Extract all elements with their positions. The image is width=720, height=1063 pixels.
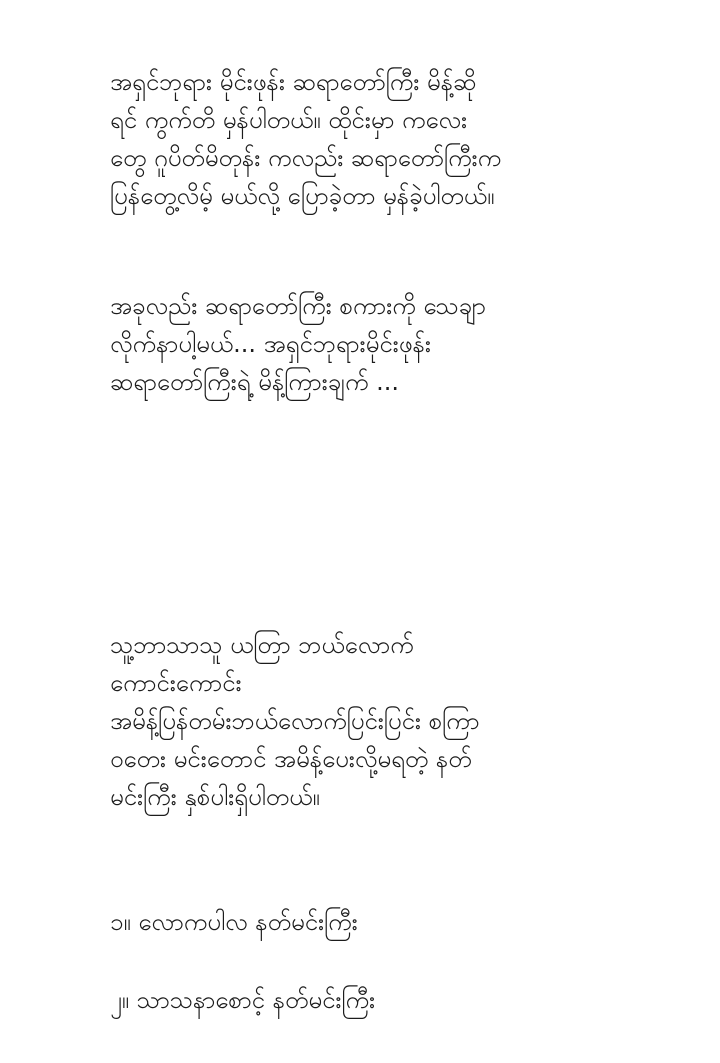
text-line: အခုလည်း ဆရာတော်ကြီး စကားကို သေချာ [110,292,486,320]
text-line: ကောင်းကောင်း [110,669,242,697]
paragraph-2 [110,287,670,401]
text-line: ၂။ သာသနာစောင့် နတ်မင်းကြီး [110,986,376,1014]
text-line: အရှင်ဘုရား မိုင်းဖုန်း ဆရာတော်ကြီး မိန့်ဆို [110,68,477,96]
text-line: သူ့ဘာသာသူ ယတြာ ဘယ်လောက် [110,631,414,659]
paragraph-3 [110,626,670,816]
text-line: အမိန့်ပြန်တမ်းဘယ်လောက်ပြင်းပြင်း စကြာ [110,707,480,735]
text-line: ဝတေး မင်းတောင် အမိန့်ပေးလို့မရတဲ့ နတ် [110,745,472,773]
paragraph-1 [110,63,670,215]
text-line: ဆရာတော်ကြီးရဲ့ မိန့်ကြားချက် ... [110,368,400,396]
text-line: လိုက်နာပါ့မယ်... အရှင်ဘုရားမိုင်းဖုန်း [110,330,431,358]
list-item-1 [110,903,670,941]
text-line: ၁။ လောကပါလ နတ်မင်းကြီး [110,908,358,936]
list-item-2 [110,981,670,1019]
text-line: ရင် ကွက်တိ မှန်ပါတယ်။ ထိုင်းမှာ ကလေး [110,106,468,134]
text-line: မင်းကြီး နှစ်ပါးရှိပါတယ်။ [110,783,320,811]
text-line: ပြန်တွေ့လိမ့် မယ်လို့ ပြောခဲ့တာ မှန်ခဲ့ပါတယ်။ [110,182,495,210]
text-line: တွေ ဂူပိတ်မိတုန်း ကလည်း ဆရာတော်ကြီးက [110,144,502,172]
